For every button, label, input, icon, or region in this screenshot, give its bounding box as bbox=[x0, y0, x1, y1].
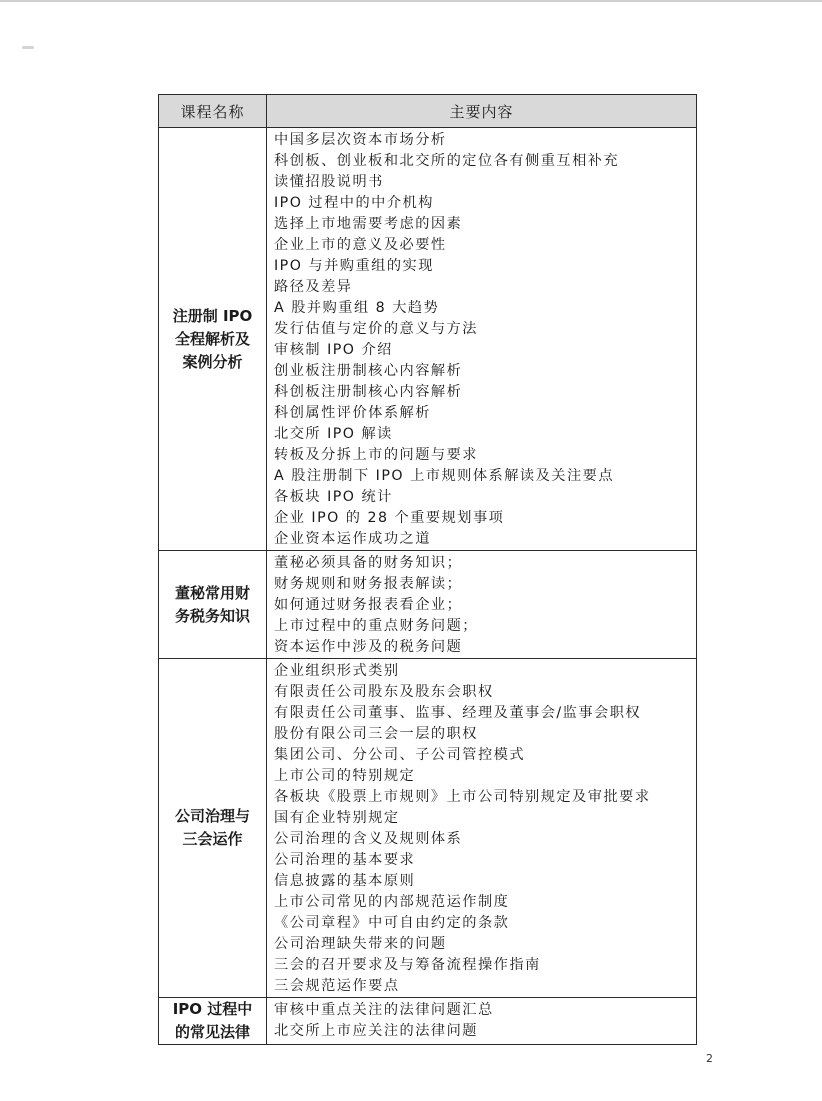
content-item: 审核制 IPO 介绍 bbox=[274, 342, 393, 358]
content-item: 北交所 IPO 解读 bbox=[274, 426, 393, 442]
content-item: 上市过程中的重点财务问题； bbox=[274, 618, 478, 634]
content-item: 企业组织形式类别 bbox=[274, 663, 400, 679]
table-row bbox=[159, 659, 697, 998]
table-body bbox=[159, 128, 697, 1045]
content-item: IPO 与并购重组的实现 bbox=[274, 258, 434, 274]
course-content-cell bbox=[267, 659, 697, 998]
course-table bbox=[158, 94, 697, 1045]
course-content-cell bbox=[267, 551, 697, 659]
content-item: 上市公司的特别规定 bbox=[274, 768, 416, 784]
content-item: 科创板、创业板和北交所的定位各有侧重互相补充 bbox=[274, 153, 620, 169]
content-item: 资本运作中涉及的税务问题 bbox=[274, 639, 463, 655]
content-item: 各板块《股票上市规则》上市公司特别规定及审批要求 bbox=[274, 789, 651, 805]
course-name-cell: IPO 过程中的常见法律 bbox=[159, 998, 267, 1045]
page-edge bbox=[0, 0, 822, 2]
table-row bbox=[159, 551, 697, 659]
content-item: 《公司章程》中可自由约定的条款 bbox=[274, 915, 510, 931]
content-item: 审核中重点关注的法律问题汇总 bbox=[274, 1002, 494, 1018]
course-name-cell: 公司治理与三会运作 bbox=[159, 659, 267, 998]
content-item: 三会的召开要求及与筹备流程操作指南 bbox=[274, 957, 541, 973]
content-item: 公司治理的含义及规则体系 bbox=[274, 831, 463, 847]
content-item: 科创属性评价体系解析 bbox=[274, 405, 431, 421]
content-item: 公司治理的基本要求 bbox=[274, 852, 416, 868]
content-item: 三会规范运作要点 bbox=[274, 978, 400, 994]
content-item: 中国多层次资本市场分析 bbox=[274, 132, 447, 148]
content-item: 上市公司常见的内部规范运作制度 bbox=[274, 894, 510, 910]
content-item: 如何通过财务报表看企业； bbox=[274, 597, 463, 613]
content-item: 科创板注册制核心内容解析 bbox=[274, 384, 463, 400]
header-course-name: 课程名称 bbox=[159, 95, 267, 128]
table-row bbox=[159, 998, 697, 1045]
content-item: 企业 IPO 的 28 个重要规划事项 bbox=[274, 510, 505, 526]
content-item: 有限责任公司股东及股东会职权 bbox=[274, 684, 494, 700]
content-item: A 股注册制下 IPO 上市规则体系解读及关注要点 bbox=[274, 468, 615, 484]
content-item: 发行估值与定价的意义与方法 bbox=[274, 321, 478, 337]
course-name-cell: 注册制 IPO 全程解析及案例分析 bbox=[159, 128, 267, 551]
content-item: 路径及差异 bbox=[274, 279, 353, 295]
content-item: 国有企业特别规定 bbox=[274, 810, 400, 826]
scan-mark bbox=[22, 46, 34, 49]
content-item: 信息披露的基本原则 bbox=[274, 873, 416, 889]
content-item: 创业板注册制核心内容解析 bbox=[274, 363, 463, 379]
page-number: 2 bbox=[706, 1052, 713, 1065]
content-item: 集团公司、分公司、子公司管控模式 bbox=[274, 747, 526, 763]
content-item: 董秘必须具备的财务知识； bbox=[274, 555, 463, 571]
table-row bbox=[159, 128, 697, 551]
content-item: 财务规则和财务报表解读； bbox=[274, 576, 463, 592]
content-item: A 股并购重组 8 大趋势 bbox=[274, 300, 440, 316]
content-item: IPO 过程中的中介机构 bbox=[274, 195, 434, 211]
course-content-cell bbox=[267, 128, 697, 551]
content-item: 选择上市地需要考虑的因素 bbox=[274, 216, 463, 232]
content-item: 转板及分拆上市的问题与要求 bbox=[274, 447, 478, 463]
content-item: 各板块 IPO 统计 bbox=[274, 489, 393, 505]
content-item: 读懂招股说明书 bbox=[274, 174, 384, 190]
content-item: 企业上市的意义及必要性 bbox=[274, 237, 447, 253]
content-item: 北交所上市应关注的法律问题 bbox=[274, 1023, 478, 1039]
table-header-row bbox=[159, 95, 697, 128]
course-name-cell: 董秘常用财务税务知识 bbox=[159, 551, 267, 659]
content-item: 公司治理缺失带来的问题 bbox=[274, 936, 447, 952]
content-item: 股份有限公司三会一层的职权 bbox=[274, 726, 478, 742]
header-main-content: 主要内容 bbox=[267, 95, 697, 128]
content-item: 有限责任公司董事、监事、经理及董事会/监事会职权 bbox=[274, 705, 642, 721]
course-content-cell bbox=[267, 998, 697, 1045]
content-item: 企业资本运作成功之道 bbox=[274, 531, 431, 547]
